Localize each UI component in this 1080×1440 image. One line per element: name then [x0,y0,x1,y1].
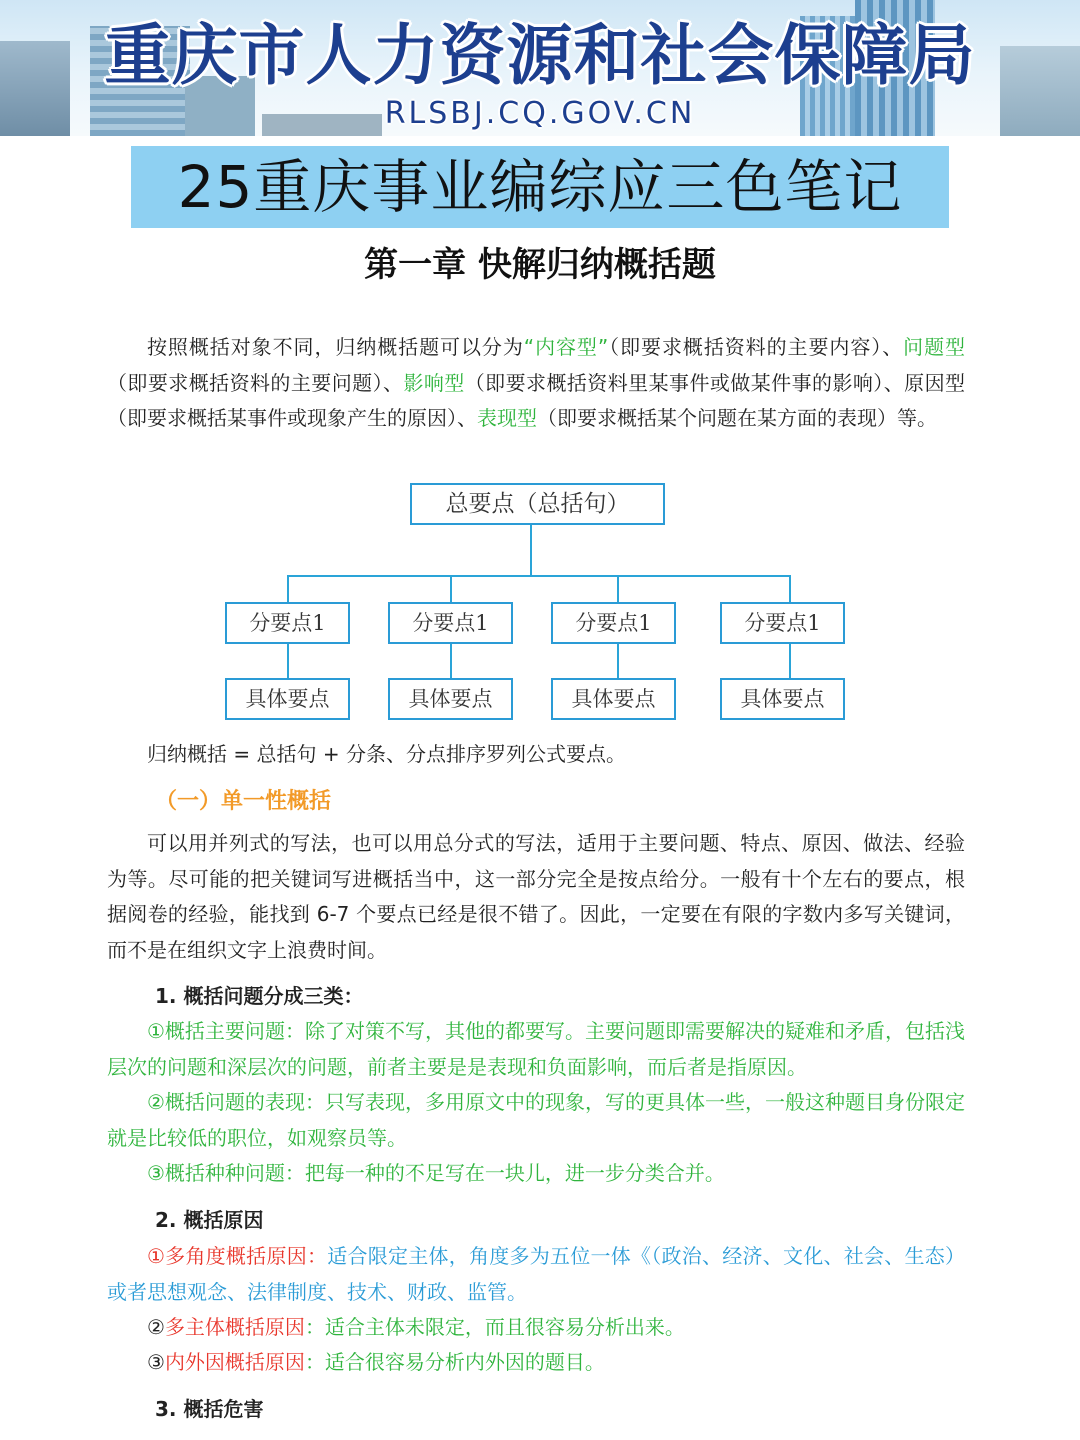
item-point: ②概括问题的表现：只写表现，多用原文中的现象，写的更具体一些，一般这种题目身份限定就是比较低的职位，如观察员等。 [107,1090,965,1150]
diagram-connector [530,525,532,576]
intro-paragraph [107,330,965,437]
diagram-branch-box: 分要点1 [551,602,676,644]
point-text: 适合限定主体，角度多为五位一体《（政治、经济、文化、社会、生态）或者思想观念、法律制度、技术、财政、监管。 [107,1244,966,1304]
item-heading: 1. 概括问题分成三类： [155,984,364,1008]
section-heading: （一）单一性概括 [155,789,332,814]
diagram-connector [789,644,791,678]
intro-text: （即要求概括某个问题在某方面的表现）等。 [537,406,937,430]
item-point [107,1345,965,1381]
diagram-leaf-box: 具体要点 [225,678,350,720]
banner-url: RLSBJ.CQ.GOV.CN [384,96,696,131]
banner-title: 重庆市人力资源和社会保障局 [104,17,976,94]
item-point [107,1239,965,1310]
formula-text: 归纳概括 = 总括句 + 分条、分点排序罗列公式要点。 [147,742,626,766]
intro-text: 按照概括对象不同，归纳概括题可以分为 [147,335,524,359]
item-heading: 2. 概括原因 [155,1208,264,1232]
item-point [107,1310,965,1346]
diagram-connector [617,644,619,678]
type-content: “内容型” [523,335,609,359]
diagram-connector [450,575,452,602]
point-label: ①多角度概括原因： [147,1244,328,1268]
type-impact: 影响型 [403,370,465,395]
item-heading: 3. 概括危害 [155,1397,264,1421]
item-point: ③概括种种问题：把每一种的不足写在一块儿，进一步分类合并。 [147,1161,725,1185]
point-number: ③ [147,1350,165,1374]
diagram-leaf-box: 具体要点 [388,678,513,720]
header-banner [0,0,1080,136]
point-label: 多主体概括原因 [164,1315,305,1339]
diagram-connector [287,575,791,577]
diagram-branch-box: 分要点1 [388,602,513,644]
diagram-connector [450,644,452,678]
section-body: 可以用并列式的写法，也可以用总分式的写法，适用于主要问题、特点、原因、做法、经验为等。尽可能的把关键词写进概括当中，这一部分完全是按点给分。一般有十个左右的要点，根据阅卷的经验，能找到 6-7 个要点已经是很不错了。因此，一定要在有限的字数内多写关键词，而不是在组织文字上浪费时间。 [107,831,965,962]
point-text: ：适合主体未限定，而且很容易分析出来。 [304,1315,685,1339]
diagram-branch-box: 分要点1 [720,602,845,644]
point-number: ② [147,1315,165,1339]
diagram-connector [287,644,289,678]
diagram-connector [789,575,791,602]
diagram-connector [287,575,289,602]
intro-text: （即要求概括资料里某事件或做某件事的影响）、原因型（即要求概括某事件或现象产生的原因）、 [107,370,966,430]
diagram-connector [617,575,619,602]
diagram-leaf-box: 具体要点 [551,678,676,720]
type-problem: 问题型 [903,335,966,359]
item-point: ①概括主要问题：除了对策不写，其他的都要写。主要问题即需要解决的疑难和矛盾，包括浅层次的问题和深层次的问题，前者主要是是表现和负面影响，而后者是指原因。 [107,1019,965,1079]
point-label: 内外因概括原因 [164,1350,305,1374]
chapter-heading: 第一章 快解归纳概括题 [364,245,716,285]
intro-text: （即要求概括资料的主要内容）、 [608,335,904,359]
diagram-leaf-box: 具体要点 [720,678,845,720]
type-manifestation: 表现型 [477,406,537,430]
diagram-branch-box: 分要点1 [225,602,350,644]
diagram-root-box: 总要点（总括句） [410,483,665,525]
intro-text: （即要求概括资料的主要问题）、 [107,370,404,395]
document-title: 25重庆事业编综应三色笔记 [131,146,949,228]
point-text: ：适合很容易分析内外因的题目。 [304,1350,605,1374]
